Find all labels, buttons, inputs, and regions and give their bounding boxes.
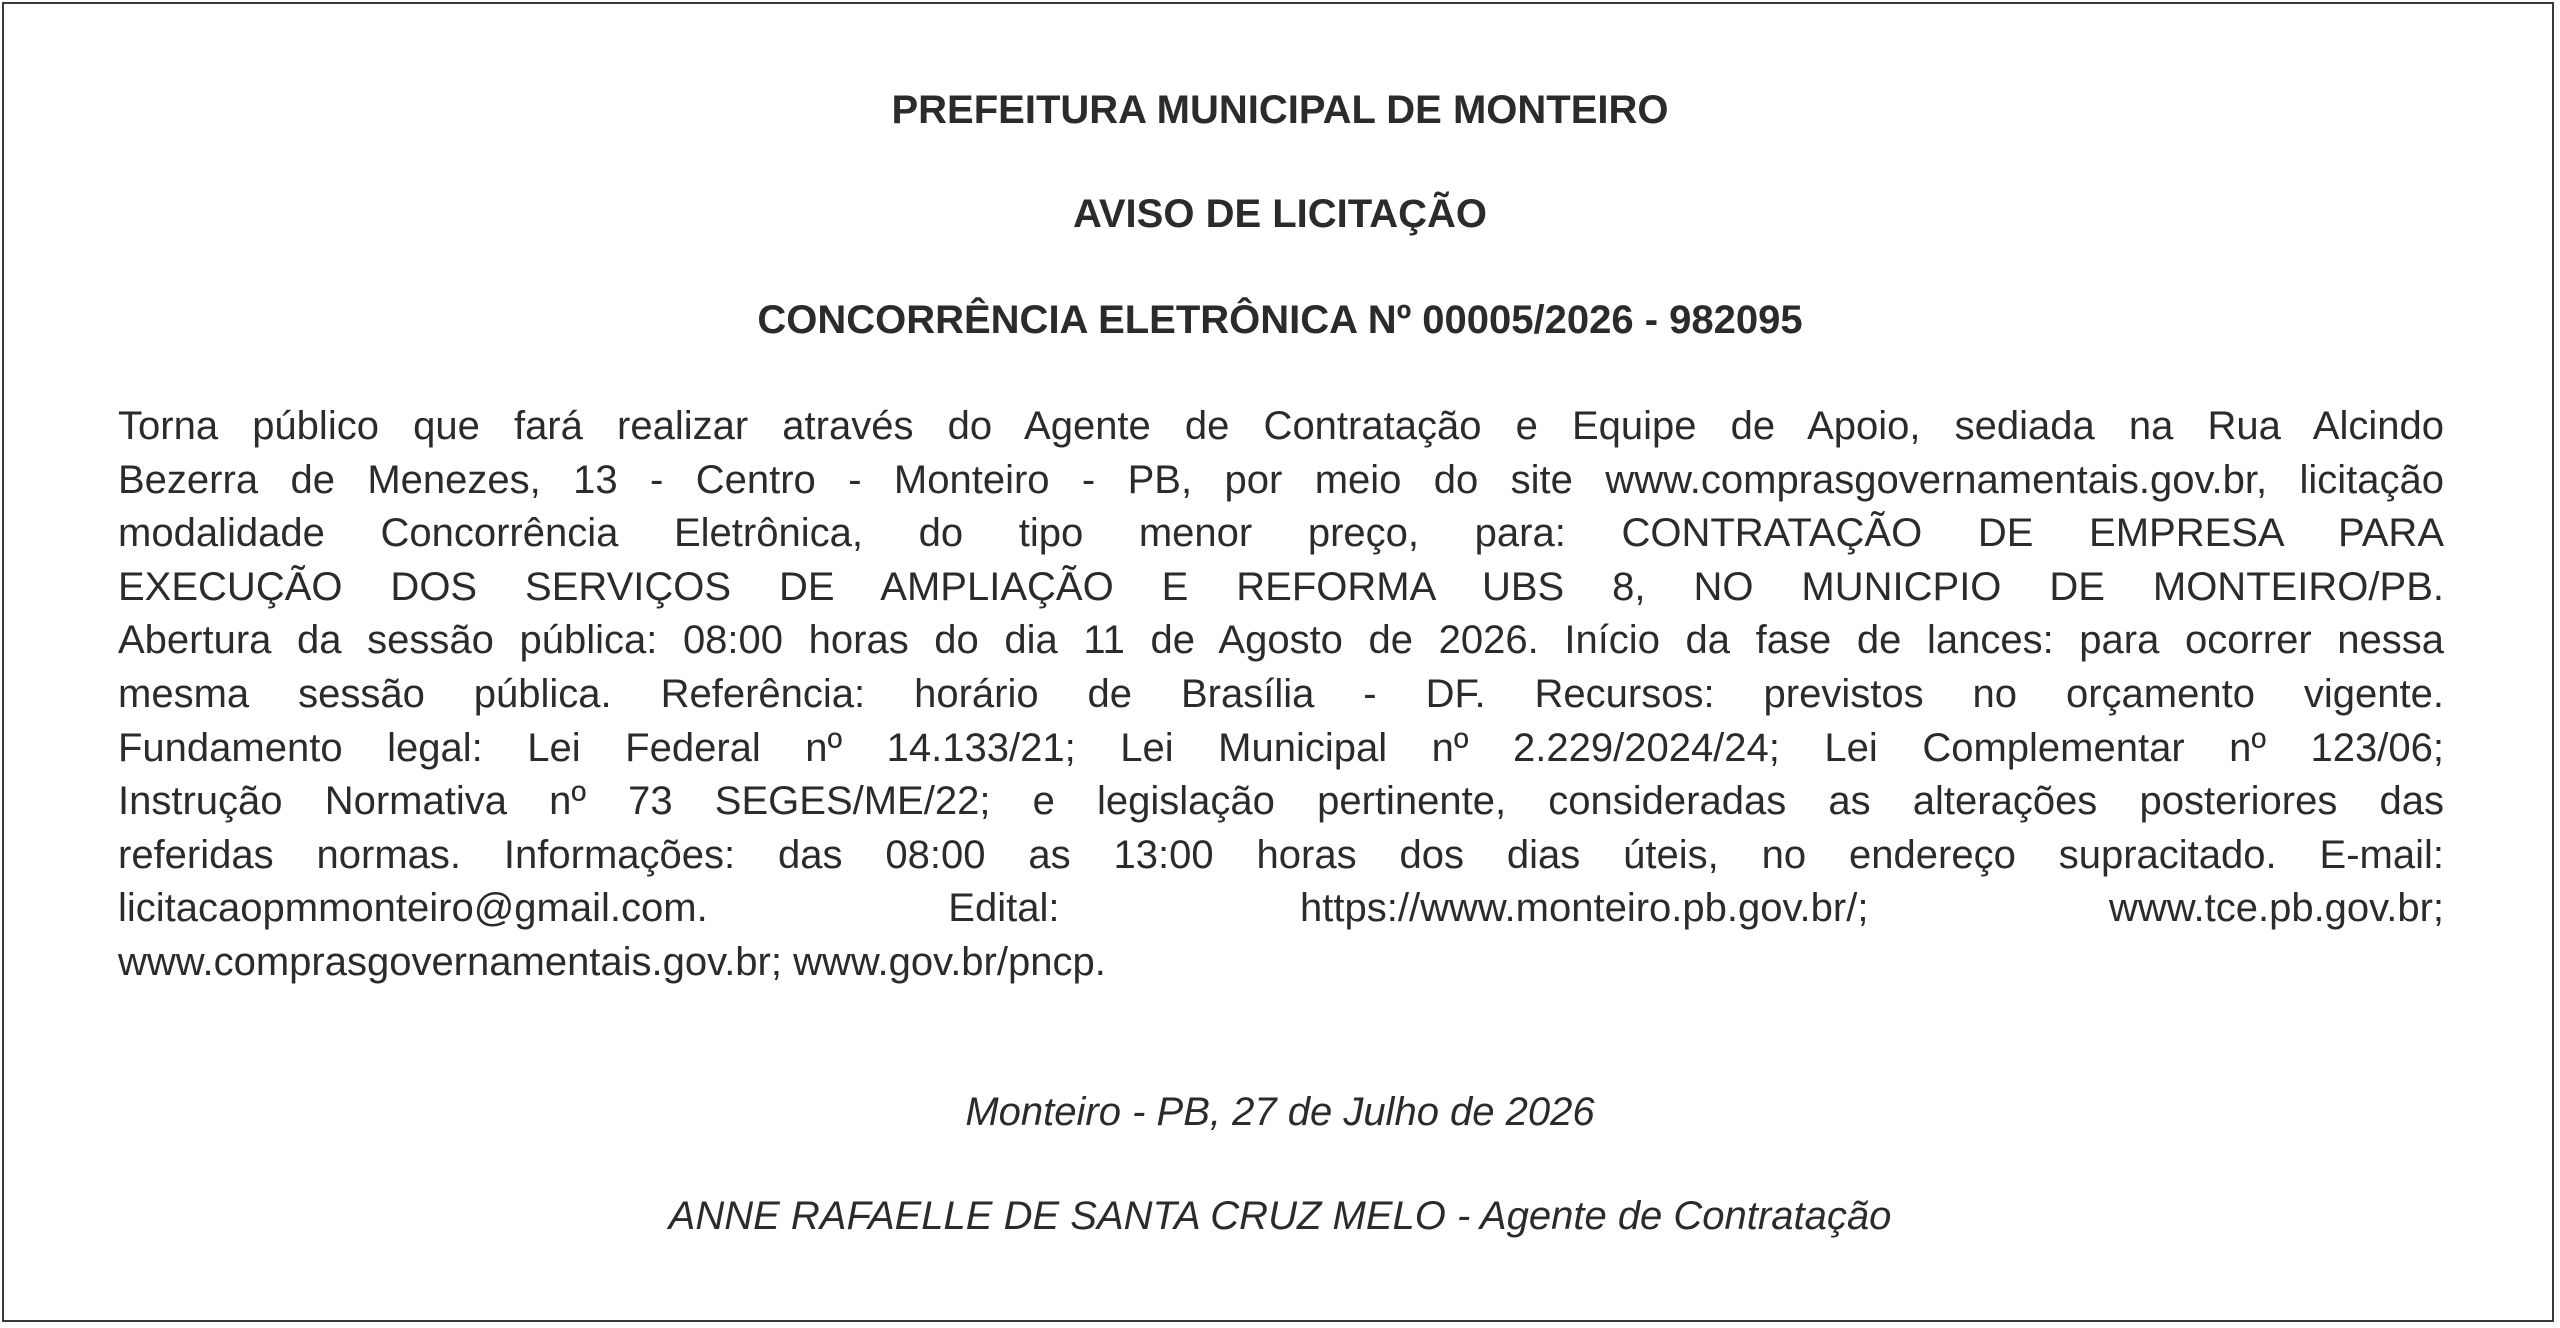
signer-name: ANNE RAFAELLE DE SANTA CRUZ MELO - Agente de Contratação xyxy=(668,1194,1892,1238)
procurement-id-title: CONCORRÊNCIA ELETRÔNICA Nº 00005/2026 - 982095 xyxy=(757,298,1803,342)
body-line: mesma sessão pública. Referência: horário de Brasília - DF. Recursos: previstos no orçamento vigente. xyxy=(118,671,2444,716)
body-line: Bezerra de Menezes, 13 - Centro - Monteiro - PB, por meio do site www.comprasgovernamentais.gov.br, licitação xyxy=(118,457,2444,502)
body-line: www.comprasgovernamentais.gov.br; www.gov.br/pncp. xyxy=(118,939,1106,984)
body-line: Torna público que fará realizar através do Agente de Contratação e Equipe de Apoio, sediada na Rua Alcindo xyxy=(118,404,2444,448)
date-place: Monteiro - PB, 27 de Julho de 2026 xyxy=(965,1090,1595,1134)
notice-body xyxy=(118,400,2444,990)
notice-type-title: AVISO DE LICITAÇÃO xyxy=(1072,192,1488,236)
body-line: Abertura da sessão pública: 08:00 horas do dia 11 de Agosto de 2026. Início da fase de lances: para ocorrer nessa xyxy=(118,618,2444,663)
body-line: EXECUÇÃO DOS SERVIÇOS DE AMPLIAÇÃO E REFORMA UBS 8, NO MUNICPIO DE MONTEIRO/PB. xyxy=(118,564,2444,609)
body-line: modalidade Concorrência Eletrônica, do tipo menor preço, para: CONTRATAÇÃO DE EMPRESA PARA xyxy=(118,511,2444,556)
body-line: referidas normas. Informações: das 08:00 as 13:00 horas dos dias úteis, no endereço supracitado. E-mail: xyxy=(118,832,2444,877)
body-line: licitacaopmmonteiro@gmail.com. Edital: https://www.monteiro.pb.gov.br/; www.tce.pb.gov.br; xyxy=(118,886,2444,931)
body-line: Fundamento legal: Lei Federal nº 14.133/21; Lei Municipal nº 2.229/2024/24; Lei Complementar nº 123/06; xyxy=(118,725,2444,770)
organization-title: PREFEITURA MUNICIPAL DE MONTEIRO xyxy=(891,88,1669,132)
body-line: Instrução Normativa nº 73 SEGES/ME/22; e legislação pertinente, consideradas as alterações posteriores das xyxy=(118,779,2444,824)
